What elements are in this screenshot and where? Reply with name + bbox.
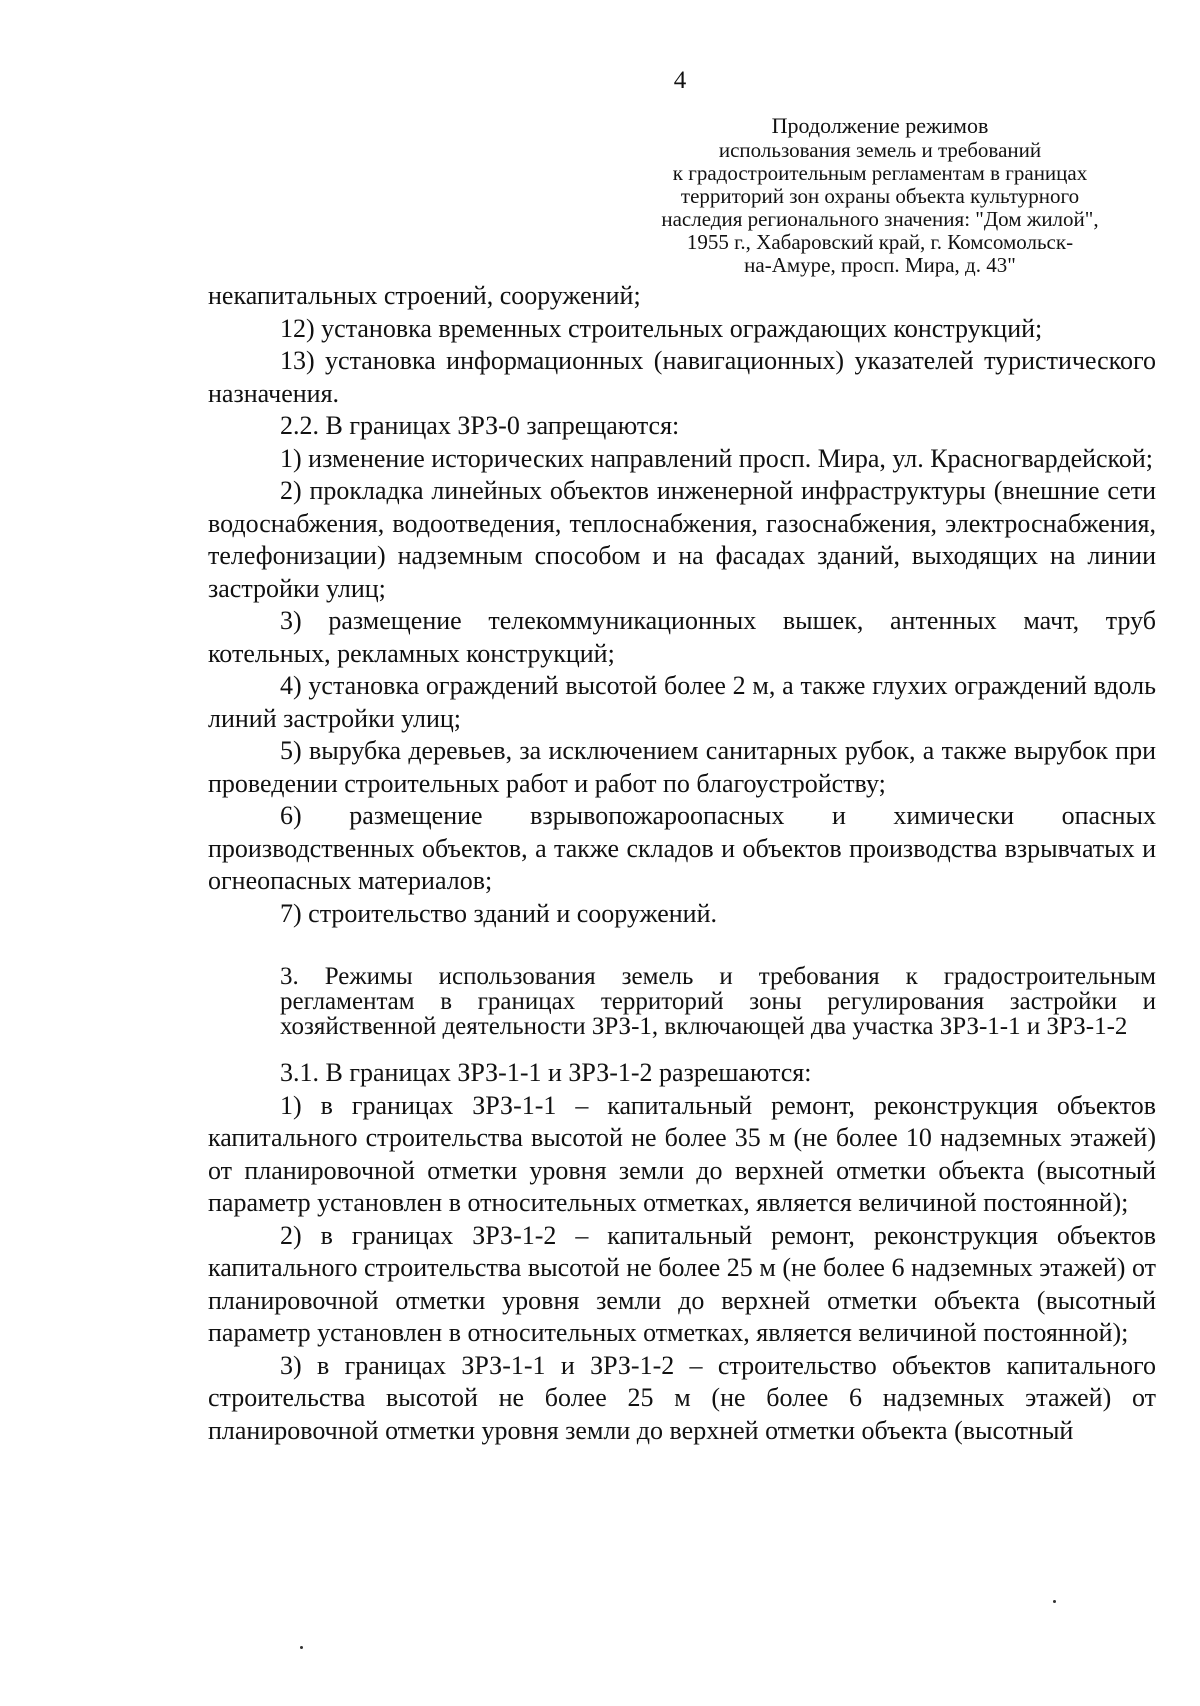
paragraph: 2) прокладка линейных объектов инженерной инфраструктуры (внешние сети водоснабжения, водоотведения, теплоснабжения, газоснабжения, электроснабжения, телефонизации) надземным способом и на фасадах зданий, выходящих на линии застройки улиц; bbox=[208, 476, 1156, 603]
header-line: территорий зон охраны объекта культурного bbox=[680, 184, 1080, 208]
header-line: к градостроительным регламентам в границах bbox=[672, 161, 1088, 185]
paragraph: 2) в границах ЗРЗ-1-2 – капитальный ремонт, реконструкция объектов капитального строительства высотой не более 25 м (не более 6 надземных этажей) от планировочной отметки уровня земли до верхней отметки объекта (высотный параметр установлен в относительных отметках, является величиной постоянной); bbox=[208, 1220, 1156, 1347]
section-heading: 3. Режимы использования земель и требования к градостроительным регламентам в границах территорий зоны регулирования застройки и хозяйственной деятельности ЗРЗ-1, включающей два участка ЗРЗ-1-1 и ЗРЗ-1-2 bbox=[280, 963, 1156, 1040]
header-line: наследия регионального значения: "Дом жилой", bbox=[661, 207, 1099, 231]
header-line: 1955 г., Хабаровский край, г. Комсомольск- bbox=[686, 230, 1074, 254]
paragraph: 12) установка временных строительных ограждающих конструкций; bbox=[280, 313, 1043, 343]
paragraph: 1) в границах ЗРЗ-1-1 – капитальный ремонт, реконструкция объектов капитального строительства высотой не более 35 м (не более 10 надземных этажей) от планировочной отметки уровня земли до верхней отметки объекта (высотный параметр установлен в относительных отметках, является величиной постоянной); bbox=[208, 1090, 1156, 1217]
paragraph: 2.2. В границах ЗРЗ-0 запрещаются: bbox=[280, 411, 680, 440]
scan-speck bbox=[300, 1646, 303, 1649]
paragraph: 1) изменение исторических направлений просп. Мира, ул. Красногвардейской; bbox=[280, 443, 1154, 473]
paragraph: 5) вырубка деревьев, за исключением санитарных рубок, а также вырубок при проведении строительных работ и работ по благоустройству; bbox=[208, 736, 1156, 798]
paragraph: 3) в границах ЗРЗ-1-1 и ЗРЗ-1-2 – строительство объектов капитального строительства высотой не более 25 м (не более 6 надземных этажей) от планировочной отметки уровня земли до верхней отметки объекта (высотный bbox=[208, 1350, 1156, 1445]
header-line: на-Амуре, просп. Мира, д. 43" bbox=[744, 253, 1016, 277]
document-body bbox=[208, 280, 1156, 1447]
page-number: 4 bbox=[673, 67, 687, 94]
paragraph: 6) размещение взрывопожароопасных и химически опасных производственных объектов, а также складов и объектов производства взрывчатых и огнеопасных материалов; bbox=[208, 801, 1156, 895]
paragraph: 3) размещение телекоммуникационных вышек, антенных мачт, труб котельных, рекламных конструкций; bbox=[208, 606, 1156, 668]
paragraph: 4) установка ограждений высотой более 2 м, а также глухих ограждений вдоль линий застройки улиц; bbox=[208, 671, 1156, 733]
continuation-header bbox=[630, 114, 1130, 277]
paragraph: 13) установка информационных (навигационных) указателей туристического назначения. bbox=[208, 346, 1156, 408]
scan-speck bbox=[1053, 1600, 1056, 1603]
header-line: Продолжение режимов bbox=[771, 113, 989, 138]
paragraph: некапитальных строений, сооружений; bbox=[208, 281, 641, 310]
header-line: использования земель и требований bbox=[718, 138, 1042, 162]
paragraph: 7) строительство зданий и сооружений. bbox=[280, 898, 718, 928]
paragraph: 3.1. В границах ЗРЗ-1-1 и ЗРЗ-1-2 разрешаются: bbox=[280, 1058, 812, 1087]
